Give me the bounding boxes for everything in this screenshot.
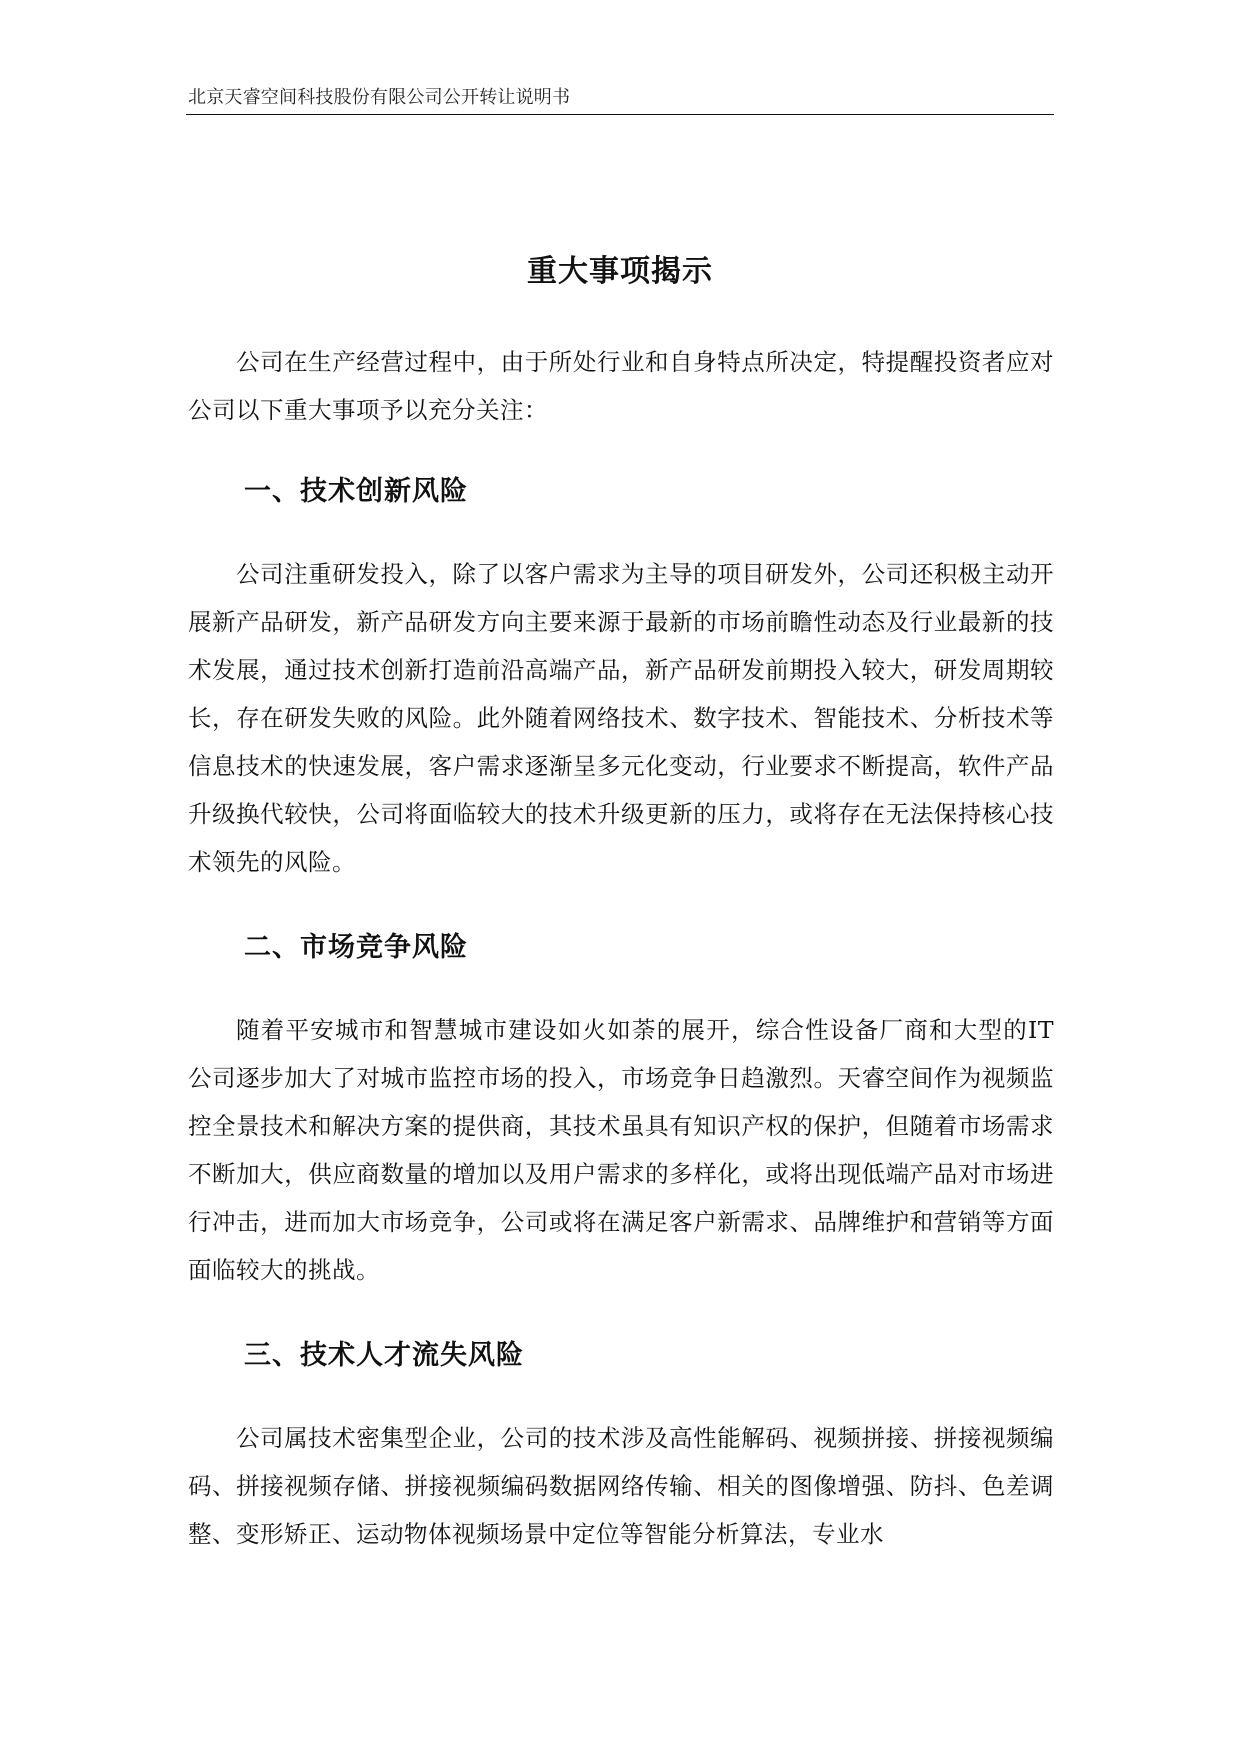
section-body-market-competition-risk: 随着平安城市和智慧城市建设如火如荼的展开，综合性设备厂商和大型的IT 公司逐步加大了对城市监控市场的投入，市场竞争日趋激烈。天睿空间作为视频监控全景技术和解决方案的提供商，其技术虽具有知识产权的保护，但随着市场需求不断加大，供应商数量的增加以及用户需求的多样化，或将出现低端产品对市场进行冲击，进而加大市场竞争，公司或将在满足客户新需求、品牌维护和营销等方面面临较大的挑战。 xyxy=(188,1016,1054,1284)
section-heading-talent-loss-risk: 三、技术人才流失风险 xyxy=(244,1340,524,1371)
section-heading-market-competition-risk: 二、市场竞争风险 xyxy=(244,932,468,963)
document-title: 重大事项揭示 xyxy=(527,254,713,289)
intro-paragraph: 公司在生产经营过程中，由于所处行业和自身特点所决定，特提醒投资者应对公司以下重大事项予以充分关注： xyxy=(188,348,1054,424)
section-body-talent-loss-risk: 公司属技术密集型企业，公司的技术涉及高性能解码、视频拼接、拼接视频编码、拼接视频存储、拼接视频编码数据网络传输、相关的图像增强、防抖、色差调整、变形矫正、运动物体视频场景中定位等智能分析算法，专业水 xyxy=(188,1424,1054,1548)
section-heading-tech-innovation-risk: 一、技术创新风险 xyxy=(244,476,468,507)
header-rule xyxy=(186,114,1054,115)
running-header: 北京天睿空间科技股份有限公司公开转让说明书 xyxy=(188,87,571,108)
section-body-tech-innovation-risk: 公司注重研发投入，除了以客户需求为主导的项目研发外，公司还积极主动开展新产品研发，新产品研发方向主要来源于最新的市场前瞻性动态及行业最新的技术发展，通过技术创新打造前沿高端产品，新产品研发前期投入较大，研发周期较长，存在研发失败的风险。此外随着网络技术、数字技术、智能技术、分析技术等信息技术的快速发展，客户需求逐渐呈多元化变动，行业要求不断提高，软件产品升级换代较快，公司将面临较大的技术升级更新的压力，或将存在无法保持核心技术领先的风险。 xyxy=(188,560,1054,876)
